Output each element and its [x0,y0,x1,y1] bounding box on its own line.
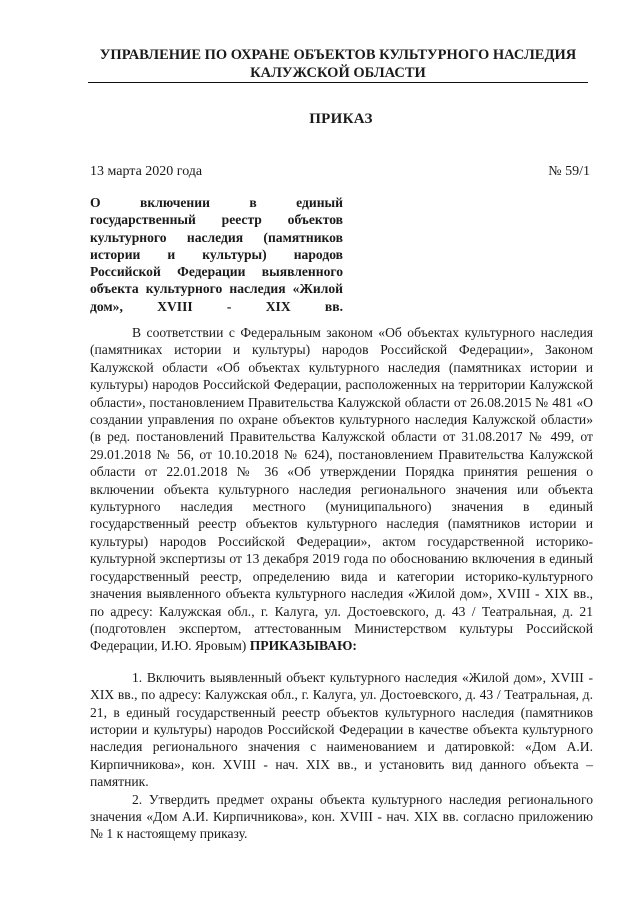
agency-name-line1: УПРАВЛЕНИЕ ПО ОХРАНЕ ОБЪЕКТОВ КУЛЬТУРНОГО НАСЛЕДИЯ [99,47,577,63]
order-word: ПРИКАЗЫВАЮ: [249,638,357,654]
document-body [90,324,593,843]
document-number: № 59/1 [548,164,590,179]
order-item-1: 1. Включить выявленный объект культурного наследия «Жилой дом», XVIII - XIX вв., по адресу: Калужская обл., г. Калуга, ул. Достоевского, д. 43 / Театральная, д. 21, в единый государственный реестр объектов культурного наследия (памятников истории и культуры) народов Российской Федерации в качестве объекта культурного наследия регионального значения с наименованием и датировкой: «Дом А.И. Кирпичникова», кон. XVIII - нач. XIX вв., и установить вид данного объекта – памятник. [90,669,593,790]
document-date: 13 марта 2020 года [90,164,203,179]
agency-header [88,46,588,83]
agency-name-line2: КАЛУЖСКОЙ ОБЛАСТИ [88,64,588,83]
preamble-paragraph [90,324,593,655]
order-item-2: 2. Утвердить предмет охраны объекта культурного наследия регионального значения «Дом А.И. Кирпичникова», кон. XVIII - нач. XIX вв. согласно приложению № 1 к настоящему приказу. [90,791,593,842]
paragraph-gap [90,655,593,669]
preamble-text: В соответствии с Федеральным законом «Об объектах культурного наследия (памятниках истории и культуры) народов Российской Федерации», Законом Калужской области «Об объектах культурного наследия (памятниках истории и культуры) народов Российской Федерации, расположенных на территории Калужской области», постановлением Правительства Калужской области от 26.08.2015 № 481 «О создании управления по охране объектов культурного наследия Калужской области» (в ред. постановлений Правительства Калужской области от 31.08.2017 № 499, от 29.01.2018 № 56, от 10.10.2018 № 624), постановлением Правительства Калужской области от 22.01.2018 № 36 «Об утверждении Порядка принятия решения о включении объекта культурного наследия регионального значения или объекта культурного наследия местного (муниципального) значения в единый государственный реестр объектов культурного наследия (памятников истории и культуры) народов Российской Федерации», актом государственной историко-культурной экспертизы от 13 декабря 2019 года по обоснованию включения в единый государственный реестр, определению вида и категории историко-культурного значения выявленного объекта культурного наследия «Жилой дом», XVIII - XIX вв., по адресу: Калужская обл., г. Калуга, ул. Достоевского, д. 43 / Театральная, д. 21 (подготовлен экспертом, аттестованным Министерством культуры Российской Федерации, И.Ю. Яровым) [90,325,593,654]
subject-text: О включении в единый государственный реестр объектов культурного наследия (памятников истории и культуры) народов Российской Федерации выявленного объекта культурного наследия «Жилой дом», XVIII - XIX вв. [90,195,343,314]
document-subject [90,194,343,315]
document-type-title: ПРИКАЗ [309,111,373,127]
